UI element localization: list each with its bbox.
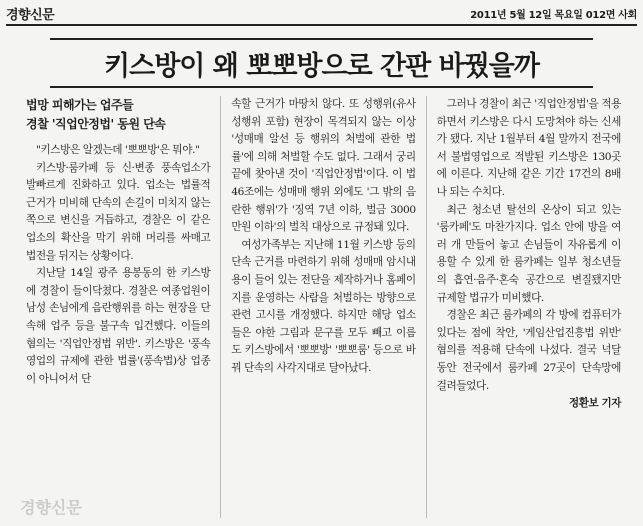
paragraph: 속할 근거가 마땅치 않다. 또 성행위(유사성행위 포함) 현장이 목격되지 않는 이상 '성매매 알선 등 행위의 처벌에 관한 법률'에 의해 처벌할 수도 없다. 그래서 궁리 끝에 찾아낸 것이 '직업안정법'이다. 이 법 46조에는 성매매 행위 외에도 '그 밖의 음란한 행위'가 '징역 7년 이하, 벌금 3000만원 이하'의 벌칙 대상으로 규정돼 있다. bbox=[231, 98, 416, 234]
headline: 키스방이 왜 뽀뽀방으로 간판 바꿨을까 bbox=[104, 50, 539, 82]
article-body bbox=[16, 96, 631, 518]
subheadings bbox=[26, 96, 210, 134]
paragraph: "키스방은 알겠는데 '뽀뽀방'은 뭐야." bbox=[36, 144, 200, 156]
subhead-1: 법망 피해가는 업주들 bbox=[26, 98, 134, 112]
byline: 정환보 기자 bbox=[569, 397, 621, 410]
header-rule bbox=[6, 24, 637, 26]
dateline: 2011년 5월 12일 목요일 012면 사회 bbox=[470, 9, 637, 21]
column-2 bbox=[220, 96, 425, 518]
paragraph: 최근 청소년 탈선의 온상이 되고 있는 '룸카페'도 마찬가지다. 업소 안에 방을 여러 개 만들어 놓고 손님들이 자유롭게 이용할 수 있게 한 룸카페는 일부 청소년들의 흡연·음주·혼숙 공간으로 변질됐지만 규제할 법규가 미비했다. bbox=[436, 203, 621, 304]
watermark-logo: 경향신문 bbox=[20, 498, 82, 517]
paragraph: 여성가족부는 지난해 11월 키스방 등의 단속 근거를 마련하기 위해 성매매 암시내용이 들어 있는 전단을 제작하거나 홈페이지를 운영하는 사람을 처벌하는 방향으로 관련 고시를 개정했다. 하지만 해당 업소들은 야한 그림과 문구를 모두 빼고 이름도 키스방에서 '뽀뽀방' '뽀뽀룸' 등으로 바꿔 단속의 사각지대로 달아났다. bbox=[231, 238, 416, 374]
headline-box bbox=[50, 38, 593, 88]
masthead bbox=[6, 4, 637, 22]
newspaper-name: 경향신문 bbox=[6, 7, 55, 23]
paragraph: 그러나 경찰이 최근 '직업안정법'을 적용하면서 키스방은 다시 도망쳐야 하는 신세가 됐다. 지난 1월부터 4월 말까지 전국에서 불법영업으로 적발된 키스방은 130곳에 이른다. 지난해 같은 기간 17건의 8배나 되는 수치다. bbox=[436, 98, 621, 198]
subhead-2: 경찰 '직업안정법' 동원 단속 bbox=[26, 117, 166, 131]
paragraph: 키스방·룸카페 등 신·변종 풍속업소가 발빠르게 진화하고 있다. 업소는 법률적 근거가 미비해 단속의 손길이 미치지 않는 쪽으로 변신을 거듭하고, 경찰은 이 같은 업소의 확산을 막기 위해 머리를 싸매고 법전을 뒤지는 상황이다. bbox=[26, 161, 211, 262]
column-1 bbox=[16, 96, 220, 518]
paragraph: 경찰은 최근 룸카페의 각 방에 컴퓨터가 있다는 점에 착안, '게임산업진흥법 위반' 혐의를 적용해 단속에 나섰다. 결국 넉달 동안 전국에서 룸카페 27곳이 단속망에 걸려들었다. bbox=[436, 309, 621, 392]
paragraph: 지난달 14일 광주 용봉동의 한 키스방에 경찰이 들이닥쳤다. 경찰은 여종업원이 남성 손님에게 음란행위를 하는 현장을 단속해 업주 등을 불구속 입건했다. 이들의 혐의는 '직업안정법 위반'. 키스방은 '풍속영업의 규제에 관한 법률'(풍속법)상 업종이 아니어서 단 bbox=[26, 267, 211, 385]
column-3 bbox=[426, 96, 631, 518]
